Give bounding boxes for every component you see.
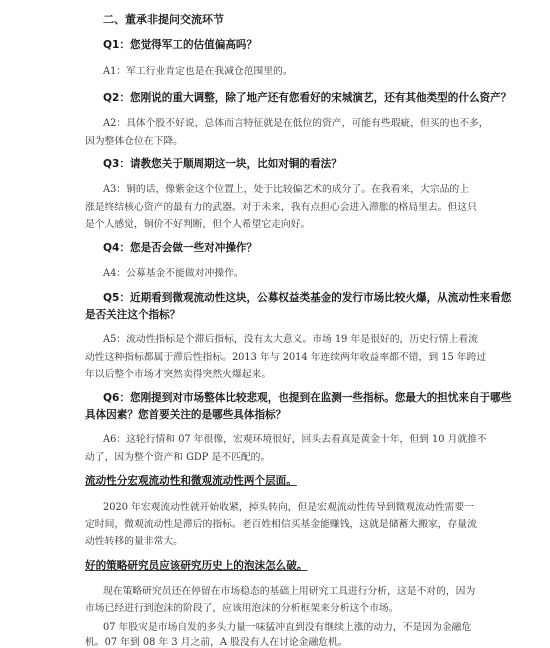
paragraph-2-line-2: 市场已经进行到泡沫的阶段了，应该用泡沫的分析框架来分析这个市场。: [85, 603, 399, 614]
answer-1: A1：军工行业肯定也是在我减仓范围里的。: [103, 66, 293, 77]
answer-4: A4：公募基金不能做对冲操作。: [103, 268, 244, 279]
question-3: Q3：请教您关于顺周期这一块，比如对铜的看法？: [103, 158, 342, 170]
question-6-line-2: 具体因素？您首要关注的是哪些具体指标？: [85, 409, 287, 421]
answer-3-line-3: 是个人感觉，铜价不好判断，但个人希望它走向好。: [85, 219, 311, 230]
answer-6-line-2: 动了，因为整个资产和 GDP 是不匹配的。: [85, 452, 271, 463]
paragraph-3-line-1: 07 年股灾是市场自发的多头力量一味猛冲直到没有继续上涨的动力，不是因为金融危: [103, 622, 472, 633]
question-6-line-1: Q6：您刚提到对市场整体比较悲观，也提到在监测一些指标。您最大的担忧来自于哪些: [103, 392, 512, 404]
answer-5-line-1: A5：流动性指标是个滞后指标，没有太大意义。市场 19 年是很好的，历史行情上看流: [103, 334, 478, 345]
paragraph-3-line-2: 机。07 年到 08 年 3 月之前，A 股没有人在讨论金融危机。: [85, 637, 348, 648]
paragraph-1-line-2: 定时间，微观流动性是滞后的指标。老百姓相信买基金能赚钱，这就是储蓄大搬家，存量流: [85, 519, 477, 530]
question-1: Q1：您觉得军工的估值偏高吗？: [103, 39, 258, 51]
answer-2-line-1: A2：具体个股不好说，总体而言特征就是在低位的资产，可能有些瑕疵，但买的也不多，: [103, 118, 489, 129]
question-5-line-2: 是否关注这个指标？: [85, 309, 181, 321]
section-heading: 二、董承非提问交流环节: [103, 13, 224, 26]
paragraph-2-line-1: 现在策略研究员还在停留在市场稳态的基础上用研究工具进行分析，这是不对的，因为: [103, 586, 476, 597]
answer-5-line-2: 动性这种指标都属于滞后性指标。2013 年与 2014 年连续两年收益率都不错，到 15 年跨过: [85, 352, 487, 363]
question-5-line-1: Q5：近期看到微观流动性这块，公募权益类基金的发行市场比较火爆，从流动性来看您: [103, 292, 512, 304]
answer-5-line-3: 年以后整个市场才突然卖得突然火爆起来。: [85, 369, 272, 380]
answer-6-line-1: A6：这轮行情和 07 年很像，宏观环境很好，回头去看真是黄金十年，但到 10 月就推不: [103, 434, 487, 445]
answer-2-line-2: 因为整体仓位在下降。: [85, 136, 183, 147]
highlight-bubble: 好的策略研究员应该研究历史上的泡沫怎么破。: [85, 560, 308, 572]
answer-3-line-1: A3：铜的话，像紫金这个位置上，处于比较偏艺术的成分了。在我看来，大宗品的上: [103, 184, 469, 195]
question-4: Q4：您是否会做一些对冲操作？: [103, 242, 258, 254]
paragraph-1-line-1: 2020 年宏观流动性就开始收紧，掉头转向，但是宏观流动性传导到微观流动性需要一: [103, 502, 474, 513]
question-2: Q2：您刚说的重大调整，除了地产还有您看好的宋城演艺，还有其他类型的什么资产？: [103, 92, 512, 104]
highlight-liquidity: 流动性分宏观流动性和微观流动性两个层面。: [85, 475, 297, 487]
answer-3-line-2: 涨是终结核心资产的最有力的武器。对于未来，我有点担心会进入滞胀的格局里去。但这只: [85, 202, 477, 213]
paragraph-1-line-3: 动性转移的量非常大。: [85, 536, 183, 547]
